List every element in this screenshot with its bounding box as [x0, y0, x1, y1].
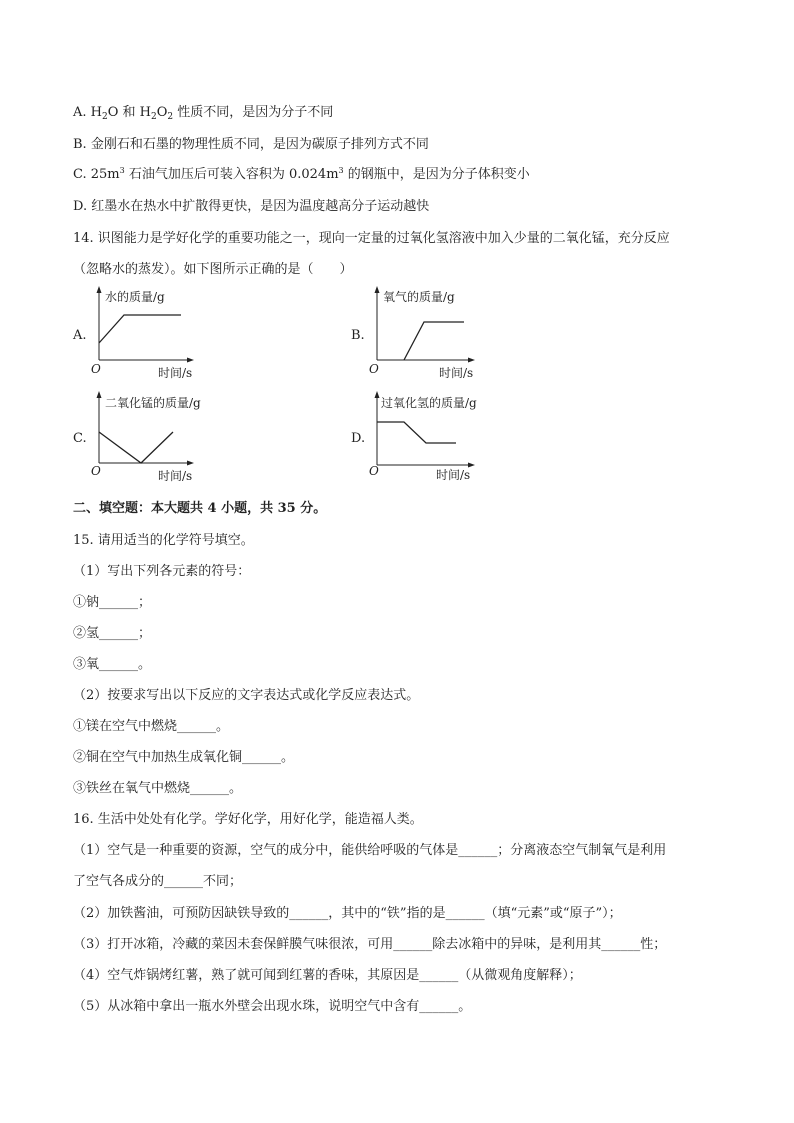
graph-c-y-label: 二氧化锰的质量/g: [105, 396, 201, 410]
graph-a-x-label: 时间/s: [158, 366, 193, 380]
graph-c: [86, 390, 226, 485]
graph-c-option-label: C.: [73, 431, 87, 446]
graph-d-y-arrow: [375, 391, 380, 398]
option-13d: D. 红墨水在热水中扩散得更快，是因为温度越高分子运动越快: [73, 199, 430, 214]
graph-a-y-arrow: [97, 286, 102, 293]
graph-d-origin: O: [369, 464, 379, 478]
graph-c-curve: [99, 432, 173, 463]
graph-b: [364, 285, 489, 380]
option-13a: A. $H_2O$ 和 $H_2O_2$ 性质不同，是因为分子不同: [73, 105, 334, 122]
question-15-stem: 15. 请用适当的化学符号填空。: [73, 533, 254, 548]
question-15-part-1: （1）写出下列各元素的符号：: [73, 564, 251, 579]
question-16-part-1-cont: 了空气各成分的______不同；: [73, 874, 243, 889]
graph-c-y-arrow: [97, 391, 102, 398]
option-13b: B. 金刚石和石墨的物理性质不同，是因为碳原子排列方式不同: [73, 137, 429, 152]
question-16-stem: 16. 生活中处处有化学。学好化学，用好化学，能造福人类。: [73, 812, 423, 827]
graph-d: [364, 390, 504, 485]
graph-b-y-label: 氧气的质量/g: [383, 290, 455, 304]
graph-d-option-label: D.: [351, 431, 366, 446]
question-15-item-3: ③氧______。: [73, 657, 152, 672]
graph-d-curve: [377, 422, 456, 443]
graph-d-x-label: 时间/s: [436, 468, 471, 482]
question-14-stem: 14. 识图能力是学好化学的重要功能之一，现向一定量的过氧化氢溶液中加入少量的二氧化锰，充分反应: [73, 231, 670, 246]
graph-a-x-arrow: [187, 358, 194, 363]
question-16-part-5: （5）从冰箱中拿出一瓶水外壁会出现水珠，说明空气中含有______。: [73, 999, 472, 1014]
graph-b-y-arrow: [375, 286, 380, 293]
graph-b-x-arrow: [468, 358, 475, 363]
graph-c-origin: O: [91, 464, 101, 478]
graph-c-x-arrow: [187, 461, 194, 466]
question-15-reaction-1: ①镁在空气中燃烧______。: [73, 719, 230, 734]
question-15-item-1: ①钠______；: [73, 595, 152, 610]
question-16-part-2: （2）加铁酱油，可预防因缺铁导致的______，其中的“铁”指的是______（填“元素”或“原子”）；: [73, 906, 622, 921]
graph-b-option-label: B.: [351, 328, 365, 343]
section-2-rest: 本大题共 4 小题，共 35 分。: [151, 501, 327, 516]
graph-a-curve: [99, 315, 181, 343]
question-16-part-4: （4）空气炸锅烤红薯，熟了就可闻到红薯的香味，其原因是______（从微观角度解释）；: [73, 968, 582, 983]
question-16-part-1: （1）空气是一种重要的资源，空气的成分中，能供给呼吸的气体是______；分离液态空气制氧气是利用: [73, 843, 667, 858]
question-16-part-3: （3）打开冰箱，冷藏的菜因未套保鲜膜气味很浓，可用______除去冰箱中的异味，是利用其______性；: [73, 937, 667, 952]
option-13c: C. $25m^3$ 石油气加压后可装入容积为 $0.024m^3$ 的钢瓶中，是因为分子体积变小: [73, 166, 530, 182]
graph-d-y-label: 过氧化氢的质量/g: [381, 396, 477, 410]
graph-a-y-label: 水的质量/g: [105, 290, 165, 304]
graph-a-origin: O: [91, 362, 101, 376]
graph-b-curve: [404, 322, 464, 360]
graph-d-x-arrow: [468, 463, 475, 468]
section-2-heading: [73, 501, 326, 517]
question-15-part-2: （2）按要求写出以下反应的文字表达式或化学反应表达式。: [73, 688, 420, 703]
graph-a: [86, 285, 206, 380]
section-2-prefix: 二、填空题：: [73, 501, 152, 516]
question-14-stem-cont: （忽略水的蒸发）。如下图所示正确的是（ ）: [73, 262, 353, 277]
question-15-reaction-2: ②铜在空气中加热生成氧化铜______。: [73, 750, 295, 765]
graph-c-x-label: 时间/s: [158, 469, 193, 483]
graph-b-x-label: 时间/s: [439, 366, 474, 380]
graph-b-origin: O: [369, 362, 379, 376]
question-15-reaction-3: ③铁丝在氧气中燃烧______。: [73, 781, 243, 796]
graph-a-option-label: A.: [73, 328, 87, 343]
question-15-item-2: ②氢______；: [73, 626, 152, 641]
